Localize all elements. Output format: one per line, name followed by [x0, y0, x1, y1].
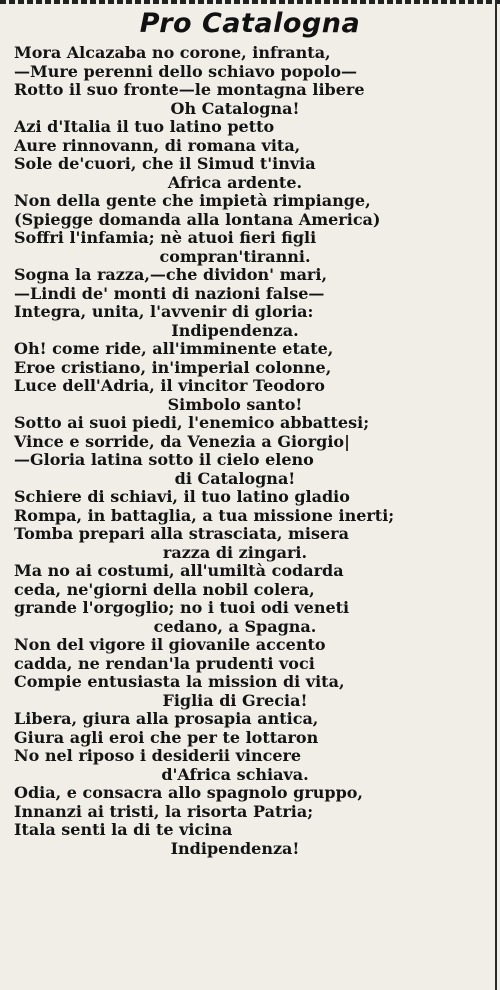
poem-line: Giura agli eroi che per te lottaron — [14, 728, 319, 747]
poem-line: Libera, giura alla prosapia antica, — [14, 710, 319, 728]
poem-refrain-line: compran'tiranni. — [159, 247, 311, 266]
poem-line: Integra, unita, l'avvenir di gloria: — [14, 303, 314, 321]
poem-line: Luce dell'Adria, il vincitor Teodoro — [14, 377, 325, 395]
poem-refrain-line: cedano, a Spagna. — [153, 617, 317, 636]
poem-line: Sotto ai suoi piedi, l'enemico abbattesi; — [14, 414, 370, 432]
poem-refrain-line: Indipendenza! — [170, 839, 300, 858]
poem-refrain-line: Figlia di Grecia! — [162, 691, 308, 710]
poem-refrain-line: di Catalogna! — [174, 469, 296, 488]
poem-line: Rotto il suo fronte—le montagna libere — [14, 81, 365, 99]
poem-line: Compie entusiasta la mission di vita, — [14, 673, 345, 691]
poem-line: cadda, ne rendan'la prudenti voci — [14, 654, 315, 673]
poem-refrain-line: Oh Catalogna! — [170, 99, 300, 118]
poem-line: Non della gente che impietà rimpiange, — [14, 192, 371, 210]
poem-line: Tomba prepari alla strasciata, misera — [14, 525, 349, 543]
poem-line: No nel riposo i desiderii vincere — [14, 747, 302, 765]
poem-line: Itala senti la di te vicina — [14, 821, 233, 839]
poem-line: Ma no ai costumi, all'umiltà codarda — [14, 562, 344, 580]
poem-refrain-line: Africa ardente. — [167, 173, 303, 192]
poem-refrain-line: Indipendenza. — [171, 321, 299, 340]
poem-line: Eroe cristiano, in'imperial colonne, — [14, 358, 332, 377]
poem-line: —Gloria latina sotto il cielo eleno — [14, 451, 314, 469]
poem-line: Schiere di schiavi, il tuo latino gladio — [14, 488, 350, 506]
poem-line: Soffri l'infamia; nè atuoi fieri figli — [14, 229, 317, 247]
poem-line: ceda, ne'giorni della nobil colera, — [14, 580, 315, 599]
poem-line: Non del vigore il giovanile accento — [14, 636, 326, 654]
poem-line: Innanzi ai tristi, la risorta Patria; — [14, 802, 314, 821]
poem-refrain-line: razza di zingari. — [162, 543, 308, 562]
poem-refrain-line: Simbolo santo! — [167, 395, 303, 414]
poem-line: —Lindi de' monti di nazioni false— — [14, 284, 325, 303]
poem-line: Oh! come ride, all'imminente etate, — [14, 340, 334, 358]
poem-line: Aure rinnovann, di romana vita, — [14, 136, 301, 155]
column-divider-rule — [495, 0, 497, 990]
poem-title: Pro Catalogna — [139, 8, 361, 39]
poem-line: (Spiegge domanda alla lontana America) — [14, 210, 381, 229]
poem-line: Sogna la razza,—che dividon' mari, — [14, 266, 328, 284]
poem-body — [14, 44, 486, 858]
poem-line: grande l'orgoglio; no i tuoi odi veneti — [14, 599, 350, 617]
poem-refrain-line: d'Africa schiava. — [161, 765, 309, 784]
poem-line: Azi d'Italia il tuo latino petto — [14, 118, 275, 136]
poem-line: Odia, e consacra allo spagnolo gruppo, — [14, 784, 363, 802]
top-border-rule — [0, 0, 500, 4]
poem-line: Vince e sorride, da Venezia a Giorgio| — [14, 432, 350, 451]
poem-line: Sole de'cuori, che il Simud t'invia — [14, 155, 316, 173]
poem-line: Mora Alcazaba no corone, infranta, — [14, 44, 331, 62]
poem-line: —Mure perenni dello schiavo popolo— — [14, 62, 358, 81]
poem-line: Rompa, in battaglia, a tua missione inerti; — [14, 506, 395, 525]
